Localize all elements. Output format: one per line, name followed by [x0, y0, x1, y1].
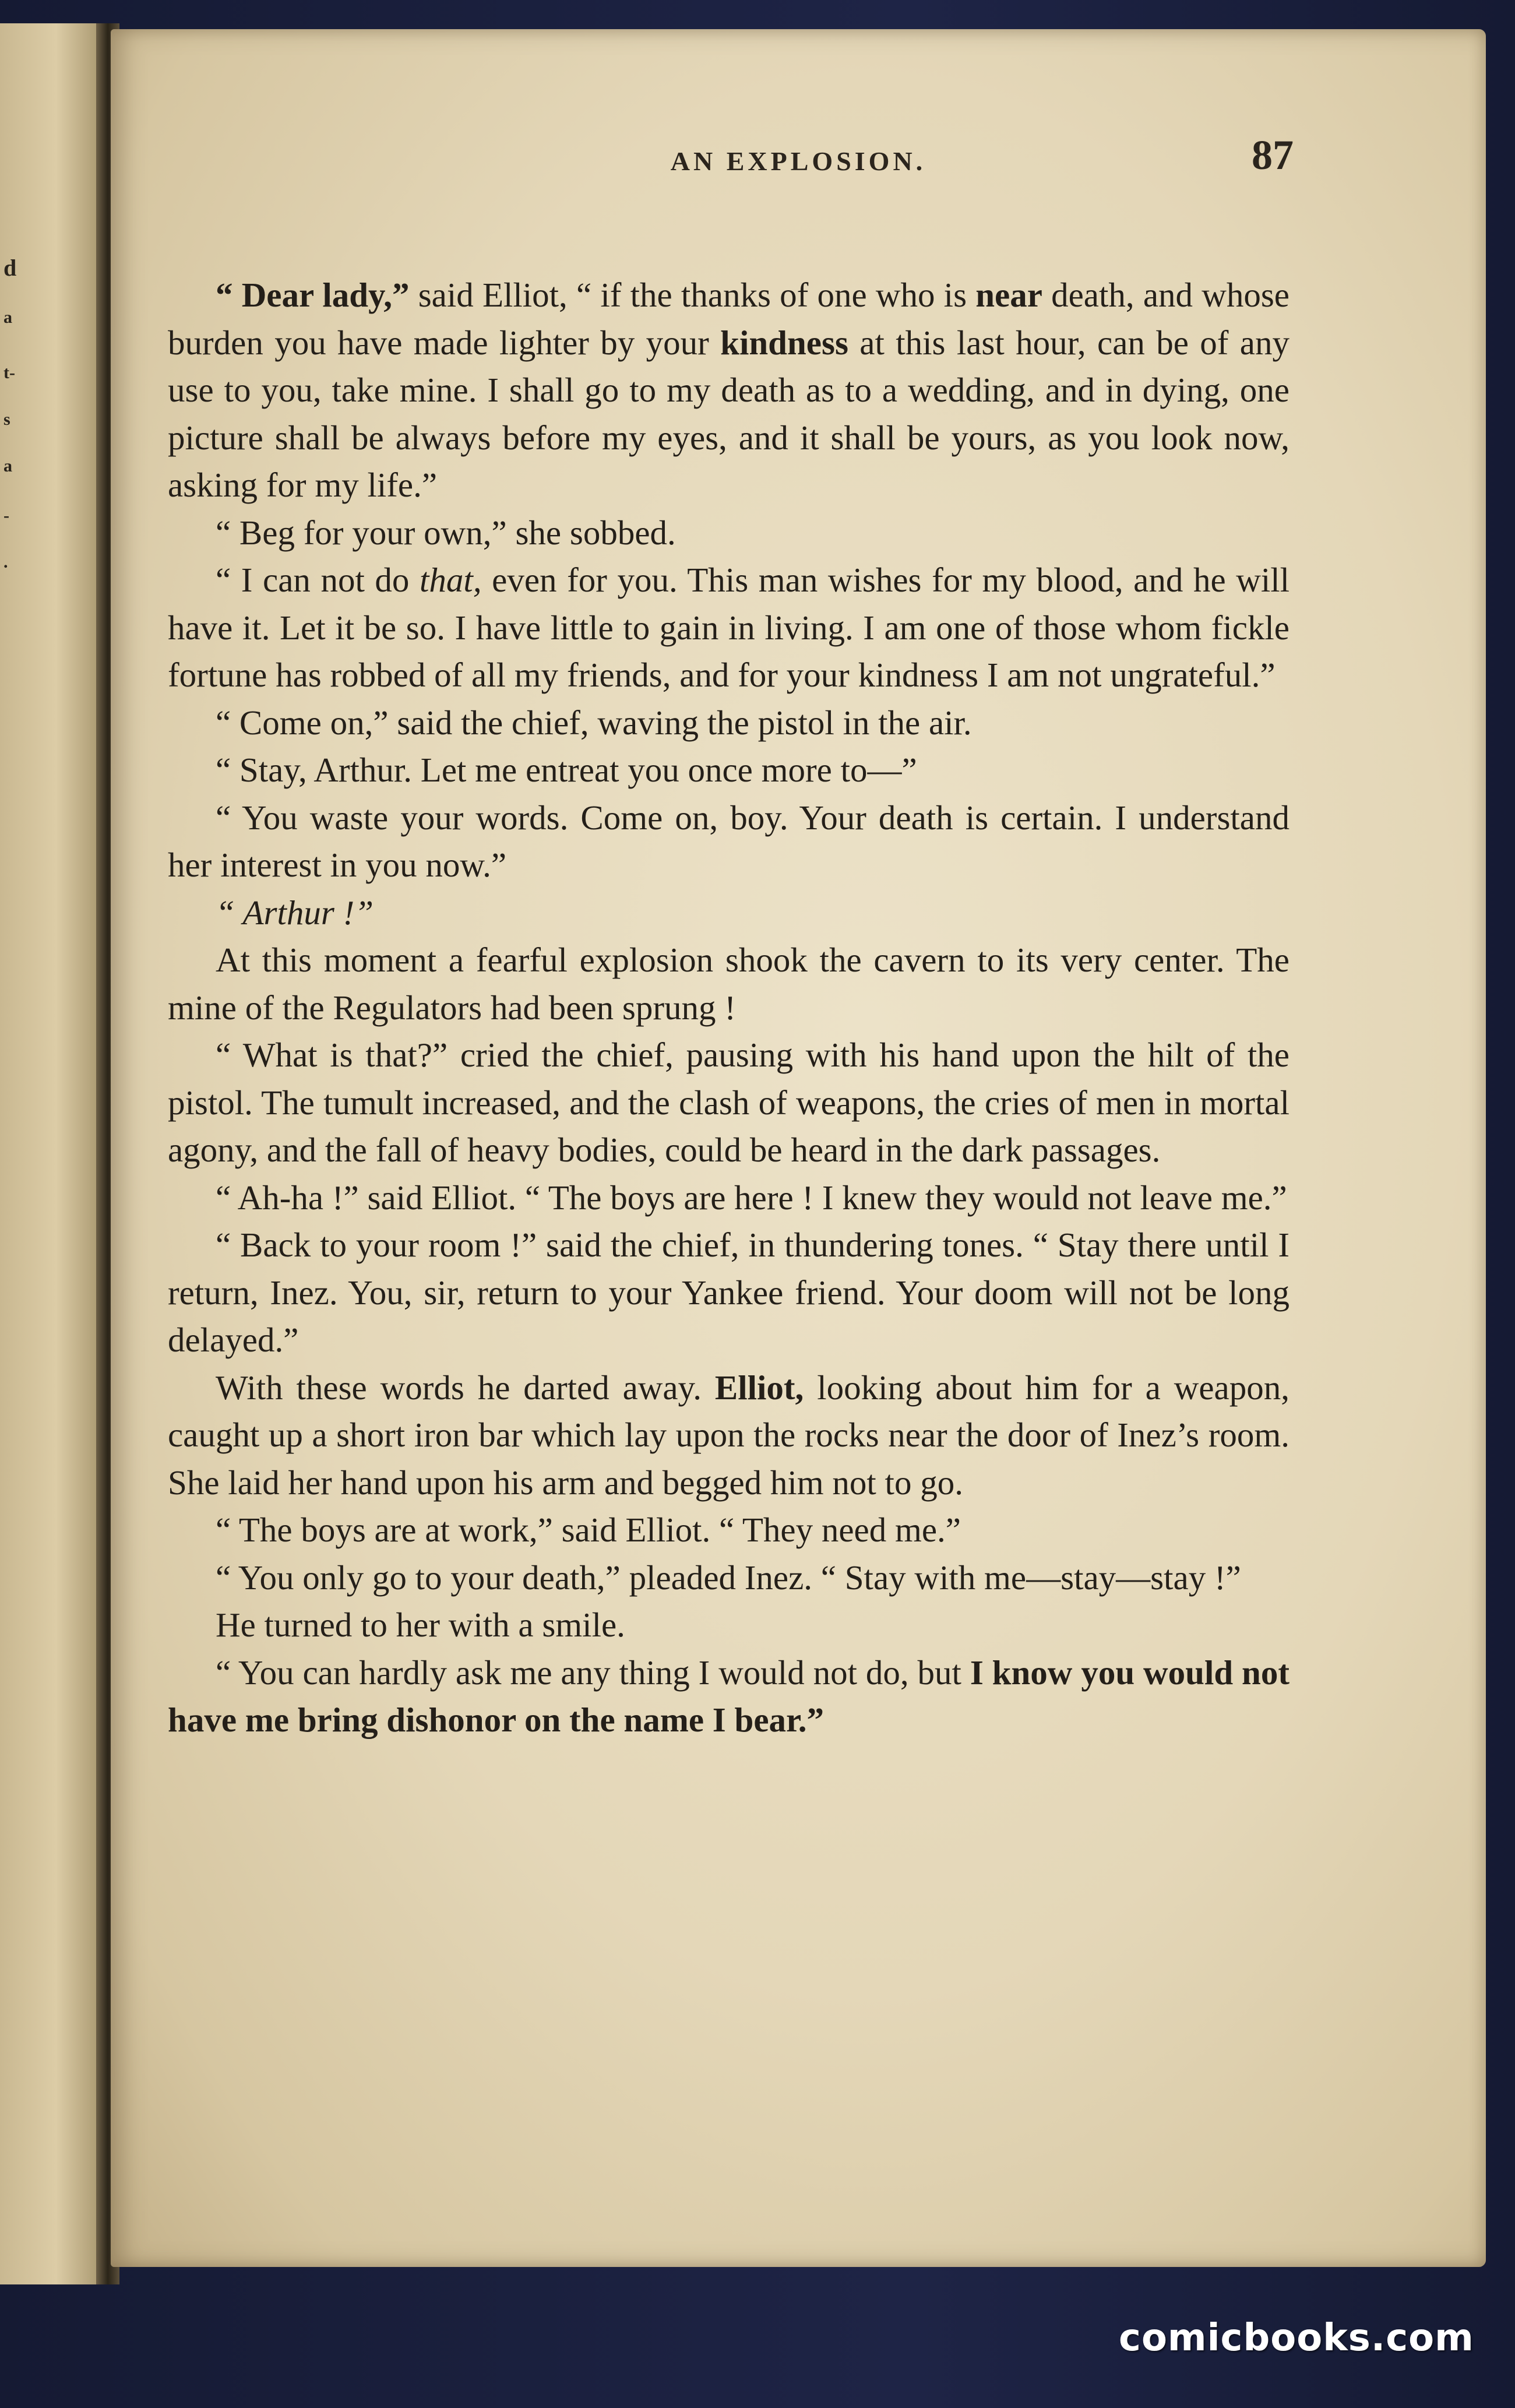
- text-segment: “ You waste your words. Come on, boy. Your death is certain. I understand her interest in you now.”: [168, 798, 1289, 884]
- text-segment: “ What is that?” cried the chief, pausing with his hand upon the hilt of the pistol. The tumult increased, and the clash of weapons, the cries of men in mortal agony, and the fall of heavy bodies, could be heard in the dark passages.: [168, 1036, 1289, 1169]
- paragraph-p6: [168, 794, 1289, 889]
- facing-page-fragment: -: [3, 506, 9, 525]
- paragraph-p15: [168, 1601, 1289, 1649]
- text-segment: With these words he darted away.: [216, 1368, 715, 1407]
- text-segment: “ Dear lady,”: [216, 276, 410, 314]
- facing-page-fragment: a: [3, 308, 12, 327]
- facing-page-fragment: s: [3, 410, 10, 429]
- paragraph-p5: [168, 747, 1289, 794]
- text-segment: At this moment a fearful explosion shook the cavern to its very center. The mine of the Regulators had been sprung !: [168, 941, 1289, 1027]
- text-segment: He turned to her with a smile.: [216, 1606, 625, 1644]
- paragraph-p16: [168, 1649, 1289, 1744]
- facing-page-fragment: a: [3, 456, 12, 476]
- paragraph-p10: [168, 1174, 1289, 1222]
- facing-page-fragment: t-: [3, 363, 15, 382]
- facing-page-fragment: d: [3, 255, 17, 281]
- paragraph-p3: [168, 557, 1289, 699]
- text-segment: “ Stay, Arthur. Let me entreat you once more to—”: [216, 751, 917, 789]
- page-number: 87: [1252, 132, 1294, 178]
- paragraph-p13: [168, 1506, 1289, 1554]
- paragraph-p14: [168, 1554, 1289, 1602]
- paragraph-p4: [168, 699, 1289, 747]
- text-segment: “ Back to your room !” said the chief, in thundering tones. “ Stay there until I return, Inez. You, sir, return to your Yankee friend. Your doom will not be long delayed.”: [168, 1226, 1289, 1359]
- text-segment: looking about him for a weapon, caught up a short iron bar which lay upon the rocks near the door of Inez’s room. She laid her hand upon his arm and begged him not to go.: [168, 1368, 1289, 1502]
- text-segment: I know you would not have me bring dishonor on the name I bear.”: [168, 1653, 1290, 1739]
- text-segment: at this last hour, can be of any use to you, take mine. I shall go to my death as to a wedding, and in dying, one picture shall be always before my eyes, and it shall be yours, as you look now, asking for my life.”: [168, 323, 1289, 504]
- body-text: [168, 272, 1289, 1744]
- facing-page-edge: [0, 23, 102, 2284]
- paragraph-p11: [168, 1221, 1289, 1364]
- text-segment: “ Ah-ha !” said Elliot. “ The boys are here ! I knew they would not leave me.”: [216, 1178, 1287, 1217]
- text-segment: that,: [420, 561, 482, 599]
- paragraph-p9: [168, 1032, 1289, 1174]
- text-segment: “ The boys are at work,” said Elliot. “ They need me.”: [216, 1511, 961, 1549]
- text-segment: even for you. This man wishes for my blood, and he will have it. Let it be so. I have little to gain in living. I am one of those whom fickle fortune has robbed of all my friends, and for your kindness I am not ungrateful.”: [168, 561, 1290, 694]
- paragraph-p8: [168, 937, 1289, 1032]
- text-segment: near: [975, 276, 1042, 314]
- text-segment: said Elliot, “ if the thanks of one who is: [409, 276, 976, 314]
- watermark: comicbooks.com: [1119, 2317, 1474, 2360]
- text-segment: death, and whose burden you have made lighter by your: [168, 276, 1289, 362]
- paragraph-p2: [168, 509, 1289, 557]
- text-segment: “ Arthur !”: [216, 893, 374, 932]
- text-segment: “ I can not do: [216, 561, 420, 599]
- text-segment: “ You only go to your death,” pleaded Inez. “ Stay with me—stay—stay !”: [216, 1558, 1241, 1597]
- paragraph-p7: [168, 889, 1289, 937]
- text-segment: “ Come on,” said the chief, waving the pistol in the air.: [216, 703, 972, 742]
- running-head: AN EXPLOSION.: [670, 146, 926, 176]
- text-segment: “ Beg for your own,” she sobbed.: [216, 513, 676, 552]
- paragraph-p12: [168, 1364, 1289, 1507]
- facing-page-fragment: .: [3, 552, 8, 572]
- paragraph-p1: [168, 272, 1289, 509]
- text-segment: Elliot,: [714, 1368, 804, 1407]
- text-segment: “ You can hardly ask me any thing I would not do, but: [216, 1653, 970, 1692]
- text-segment: kindness: [720, 323, 848, 362]
